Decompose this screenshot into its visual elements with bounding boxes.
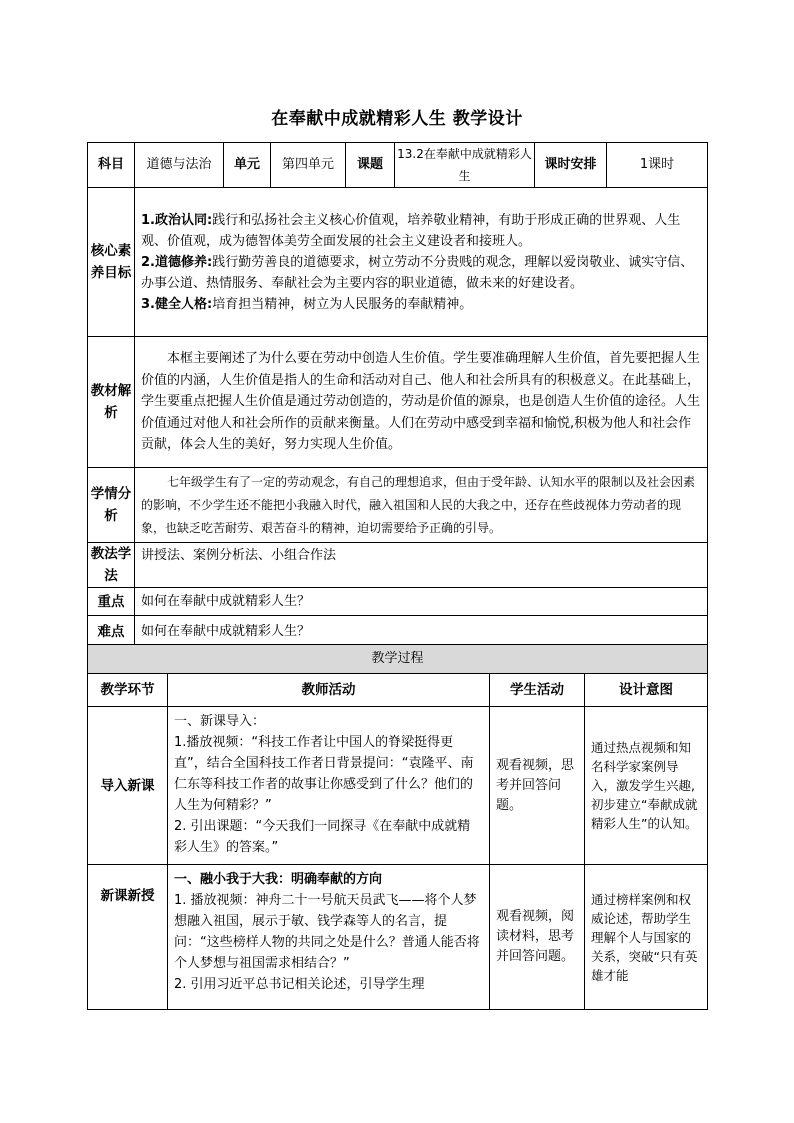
student-activity: 观看视频，阅读材料，思考并回答问题。 bbox=[490, 865, 585, 1010]
design-intent: 通过榜样案例和权威论述，帮助学生理解个人与国家的关系，突破“只有英雄才能 bbox=[585, 865, 708, 1010]
goals-label: 核心素养目标 bbox=[88, 188, 135, 337]
teaching-process-table bbox=[87, 644, 708, 1010]
material-content: 本框主要阐述了为什么要在劳动中创造人生价值。学生要准确理解人生价值，首先要把握人生价值的内涵，人生价值是指人的生命和活动对自己、他人和社会所具有的积极意义。在此基础上，学生要重点把握人生价值是通过劳动创造的，劳动是价值的源泉，也是创造人生价值的途径。人生价值通过对他人和社会所作的贡献来衡量。人们在劳动中感受到幸福和愉悦,积极为他人和社会作贡献，体会人生的美好，努力实现人生价值。 bbox=[135, 337, 708, 468]
key-row bbox=[88, 588, 708, 616]
goal-item bbox=[141, 294, 701, 315]
methods-label: 教法学法 bbox=[88, 543, 135, 588]
section-name: 新课新授 bbox=[88, 865, 168, 1010]
process-band: 教学过程 bbox=[88, 645, 708, 674]
subject-value: 道德与法治 bbox=[135, 143, 224, 188]
hours-label: 课时安排 bbox=[535, 143, 607, 188]
difficult-row bbox=[88, 616, 708, 648]
key-label: 重点 bbox=[88, 588, 135, 616]
goals-content bbox=[135, 188, 708, 337]
process-row bbox=[88, 707, 708, 865]
col-header-teacher: 教师活动 bbox=[168, 674, 490, 707]
process-band-row bbox=[88, 645, 708, 674]
goals-row bbox=[88, 188, 708, 337]
col-header-section: 教学环节 bbox=[88, 674, 168, 707]
goal-text: 践行和弘扬社会主义核心价值观，培养敬业精神，有助于形成正确的世界观、人生观、价值观，成为德智体美劳全面发展的社会主义建设者和接班人。 bbox=[141, 212, 681, 249]
topic-label: 课题 bbox=[346, 143, 395, 188]
process-header-row bbox=[88, 674, 708, 707]
teacher-line: 2. 引出课题：“今天我们一同探寻《在奉献中成就精彩人生》的答案。” bbox=[174, 819, 471, 855]
goal-text: 践行勤劳善良的道德要求，树立劳动不分贵贱的观念，理解以爱岗敬业、诚实守信、办事公道、热情服务、奉献社会为主要内容的职业道德，做未来的好建设者。 bbox=[141, 254, 694, 291]
key-content: 如何在奉献中成就精彩人生？ bbox=[135, 588, 708, 616]
goal-head: 2.道德修养: bbox=[141, 254, 213, 270]
goal-text: 培育担当精神，树立为人民服务的奉献精神。 bbox=[212, 296, 473, 312]
material-row bbox=[88, 337, 708, 468]
difficult-label: 难点 bbox=[88, 616, 135, 648]
lesson-info-table bbox=[87, 142, 708, 648]
material-label: 教材解析 bbox=[88, 337, 135, 468]
learners-row bbox=[88, 468, 708, 543]
process-row bbox=[88, 865, 708, 1010]
goal-item bbox=[141, 210, 701, 252]
col-header-student: 学生活动 bbox=[490, 674, 585, 707]
teacher-line: 1.播放视频：“科技工作者让中国人的脊梁挺得更直”，结合全国科技工作者日背景提问：“袁隆平、南仁东等科技工作者的故事让你感受到了什么？他们的人生为何精彩？” bbox=[174, 735, 474, 813]
teacher-line: 一、新课导入： bbox=[174, 714, 266, 729]
col-header-intent: 设计意图 bbox=[585, 674, 708, 707]
teacher-activity bbox=[168, 707, 490, 865]
goal-head: 1.政治认同: bbox=[141, 212, 213, 228]
teacher-line: 1. 播放视频：神舟二十一号航天员武飞——将个人梦想融入祖国，展示于敏、钱学森等人的名言，提问：“这些榜样人物的共同之处是什么？普通人能否将个人梦想与祖国需求相结合？” bbox=[174, 893, 480, 971]
section-name: 导入新课 bbox=[88, 707, 168, 865]
goal-item bbox=[141, 252, 701, 294]
teacher-line: 一、融小我于大我：明确奉献的方向 bbox=[174, 872, 383, 887]
document-title: 在奉献中成就精彩人生 教学设计 bbox=[271, 109, 523, 129]
learners-content: 七年级学生有了一定的劳动观念，有自己的理想追求，但由于受年龄、认知水平的限制以及社会因素的影响，不少学生还不能把小我融入时代，融入祖国和人民的大我之中，还存在些歧视体力劳动者的现象，也缺乏吃苦耐劳、艰苦奋斗的精神，迫切需要给予正确的引导。 bbox=[135, 468, 708, 543]
unit-value: 第四单元 bbox=[271, 143, 346, 188]
teacher-line: 2. 引用习近平总书记相关论述，引导学生理 bbox=[174, 977, 425, 992]
methods-content: 讲授法、案例分析法、小组合作法 bbox=[135, 543, 708, 588]
teacher-activity bbox=[168, 865, 490, 1010]
methods-row bbox=[88, 543, 708, 588]
learners-label: 学情分析 bbox=[88, 468, 135, 543]
info-row bbox=[88, 143, 708, 188]
unit-label: 单元 bbox=[224, 143, 271, 188]
student-activity: 观看视频，思考并回答问题。 bbox=[490, 707, 585, 865]
hours-value: 1课时 bbox=[607, 143, 708, 188]
topic-value: 13.2在奉献中成就精彩人生 bbox=[395, 143, 535, 188]
difficult-content: 如何在奉献中成就精彩人生？ bbox=[135, 616, 708, 648]
design-intent: 通过热点视频和知名科学家案例导入，激发学生兴趣,初步建立“奉献成就精彩人生”的认知。 bbox=[585, 707, 708, 865]
goal-head: 3.健全人格: bbox=[141, 296, 213, 312]
subject-label: 科目 bbox=[88, 143, 135, 188]
